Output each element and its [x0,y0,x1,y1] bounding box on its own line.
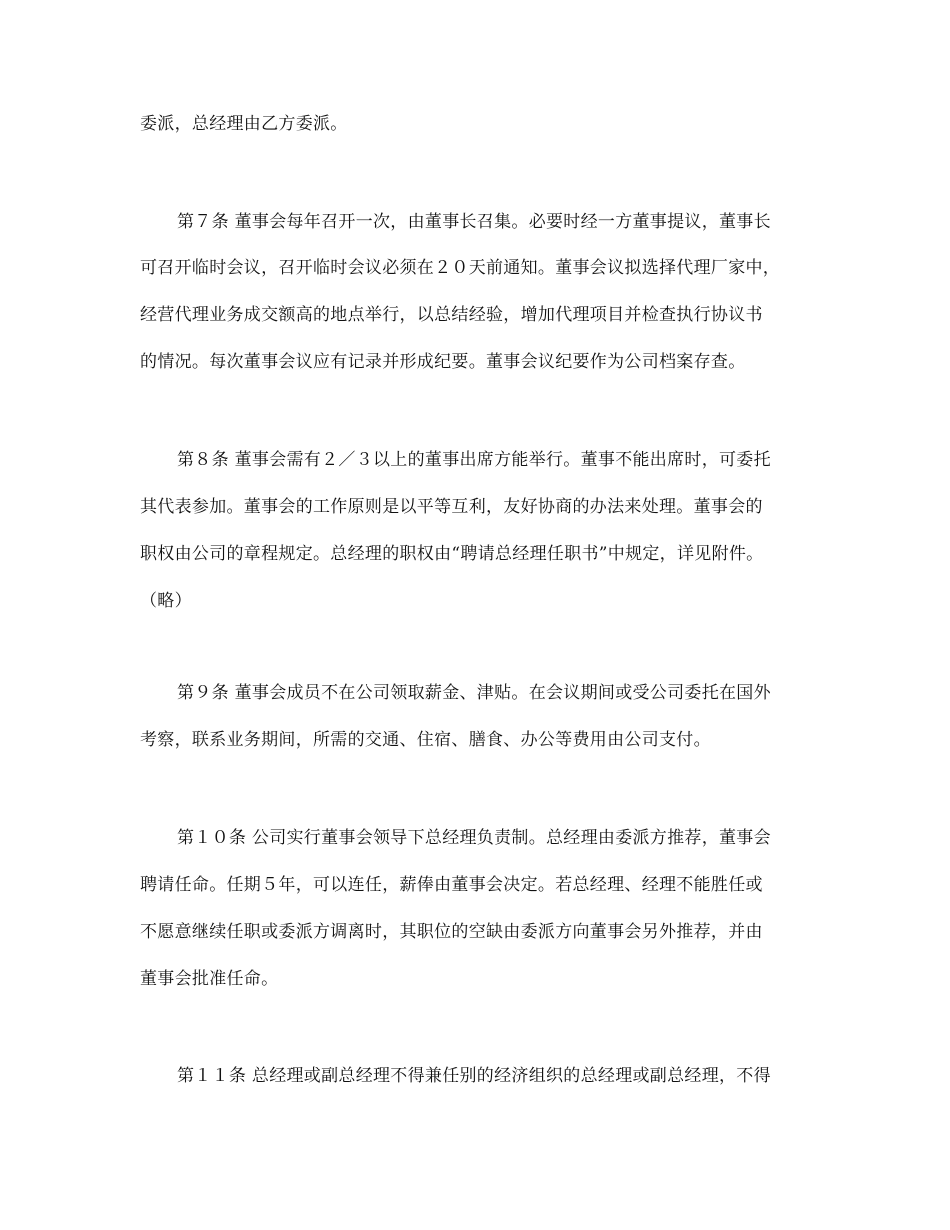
text-line: 经营代理业务成交额高的地点举行，以总结经验，增加代理项目并检查执行协议书 [140,305,763,325]
article-10-line: 第１０条 公司实行董事会领导下总经理负责制。总经理由委派方推荐，董事会 [177,828,771,848]
text-line: 不愿意继续任职或委派方调离时，其职位的空缺由委派方向董事会另外推荐，并由 [140,922,763,942]
text-line: 其代表参加。董事会的工作原则是以平等互利，友好协商的办法来处理。董事会的 [140,497,763,517]
article-9-line: 第９条 董事会成员不在公司领取薪金、津贴。在会议期间或受公司委托在国外 [177,683,771,703]
article-11-line: 第１１条 总经理或副总经理不得兼任别的经济组织的总经理或副总经理，不得 [177,1066,771,1086]
text-line: 的情况。每次董事会议应有记录并形成纪要。董事会议纪要作为公司档案存查。 [140,352,746,372]
article-8-line: 第８条 董事会需有２／３以上的董事出席方能举行。董事不能出席时，可委托 [177,450,771,470]
text-line: 考察，联系业务期间，所需的交通、住宿、膳食、办公等费用由公司支付。 [140,730,711,750]
text-line: 可召开临时会议，召开临时会议必须在２０天前通知。董事会议拟选择代理厂家中， [140,258,781,278]
article-7-line: 第７条 董事会每年召开一次，由董事长召集。必要时经一方董事提议，董事长 [177,212,771,232]
text-line: 委派，总经理由乙方委派。 [140,114,348,134]
text-line: 职权由公司的章程规定。总经理的职权由“聘请总经理任职书”中规定，详见附件。 [140,544,764,564]
text-line: 聘请任命。任期５年，可以连任，薪俸由董事会决定。若总经理、经理不能胜任或 [140,875,763,895]
text-line: （略） [140,591,192,611]
text-line: 董事会批准任命。 [140,969,279,989]
